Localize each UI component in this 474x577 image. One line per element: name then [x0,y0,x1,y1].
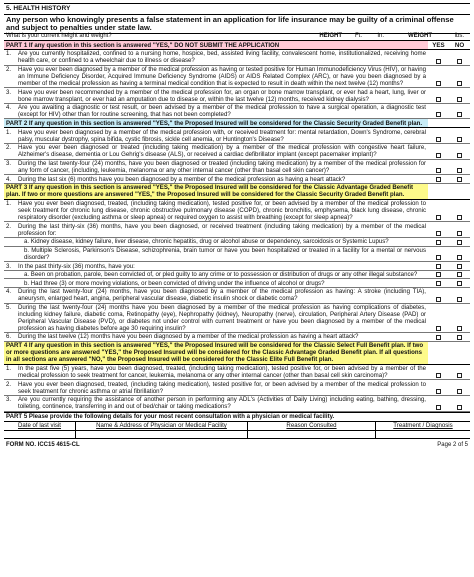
part3-yes-no-header [428,184,470,185]
height-label[interactable]: HEIGHT [319,33,342,40]
col-treatment: Treatment / Diagnosis [393,422,453,430]
no-checkbox[interactable] [449,137,470,142]
question-row [4,238,470,247]
part2-header-row [4,119,470,128]
yes-checkbox[interactable] [428,168,449,173]
height-weight-question: What is your current height and weight? [6,33,112,40]
question-text: Are you currently hospitalized, confined to a nursing home, hospice, bed, assisted living facility, convalescent home, institutionalized, receiving home health care, or confined to a wheelchair due to illness or disease? [18,50,426,65]
no-checkbox[interactable] [449,153,470,158]
question-number: 1. [6,50,12,58]
page-footer [4,439,470,449]
question-text: Are you currently requiring the assistance of another person in performing any ADL's (Activities of Daily Living) including eating, bathing, dressing, toileting, continence, transferring in and out of bed/chair or taking medications? [18,396,426,411]
checkbox-square-icon[interactable] [457,177,462,182]
checkbox-square-icon[interactable] [457,137,462,142]
part1-header: PART 1 If any question in this section is answered "YES," DO NOT SUBMIT THE APPLICATION [4,41,428,49]
no-checkbox[interactable] [449,255,470,260]
question-number: 2. [6,222,12,230]
part4-header: PART 4 If any question in this section is answered "YES," the Proposed Insured will be considered for the Classic Select Full Benefit plan. If two or more questions are answered "YES," the Proposed Insured will be considered for the Classic Advantage Graded Benefit plan. If all questions in all sections are answered "NO," the Proposed Insured will be considered for the Classic Elite Full Benefit plan. [4,342,428,364]
checkbox-square-icon[interactable] [436,335,441,340]
question-number: 6. [6,333,12,341]
checkbox-square-icon[interactable] [457,326,462,331]
question-number: 2. [6,65,12,73]
question-number: 5. [6,303,12,311]
yes-checkbox[interactable] [428,264,449,269]
no-checkbox[interactable] [449,326,470,331]
checkbox-square-icon[interactable] [436,389,441,394]
inches-label[interactable]: In. [377,33,384,40]
part3-header-row [4,184,470,200]
physician-cell[interactable] [76,431,248,438]
yes-checkbox[interactable] [428,255,449,260]
question-text: In the past five (5) years, have you been diagnosed, treated, (including taking medication), tested positive for, or been advised by a member of the medical profession to seek treatment for cancer, leukemia, melanoma or any other internal cancer (other than basal cell skin carcinoma)? [18,365,426,380]
part1-header-row [4,41,470,50]
checkbox-square-icon[interactable] [457,215,462,220]
question-number: 1. [6,128,12,136]
question-number: 3. [6,88,12,96]
question-text: Have you ever been diagnosed, treated, (including taking medication), tested positive for, or been advised by a member of the medical profession to seek treatment for chronic asthma or atrial fibrillation? [18,380,426,395]
checkbox-square-icon[interactable] [436,326,441,331]
part4-header-row [4,342,470,365]
question-number: 3. [6,159,12,167]
yes-checkbox[interactable] [428,153,449,158]
question-text: Have you ever been recommended by a member of the medical profession for, an organ or bone marrow transplant, or ever had a heart, lung, liver or bone marrow transplant, or ever had an amputation due to disease or, within the last twelve (12) months, received kidney dialysis? [18,88,426,103]
question-text: During the last twenty-four (24) months have you been diagnosed by a member of the medical profession as having complications of diabetes, including kidney failure, diabetic coma, Retinopathy (eye), Nephropathy (kidney), Neuropathy (nerve), circulation, Peripheral Artery Disease (PAD) or Peripheral Vascular Disease (PVD), or diabetes not under control with current treatment or have you been diagnosed by a member of the medical profession as having diabetes before age 30 requiring insulin? [18,303,426,332]
fraud-warning: Any person who knowingly presents a false statement in an application for life insurance may be guilty of a criminal offense and subject to penalties under state law. [6,14,454,33]
question-text: b. Had three (3) or more moving violations, or been convicted of driving under the influence of alcohol or drugs? [24,279,325,287]
height-weight-row [4,33,470,42]
no-checkbox[interactable] [449,177,470,182]
question-number: 3. [6,396,12,404]
no-checkbox[interactable] [449,81,470,86]
checkbox-square-icon[interactable] [436,255,441,260]
question-text: Have you ever been diagnosed by a member of the medical profession as having or tested positive for Human Immunodeficiency Virus (HIV), or having an Immune Deficiency Disorder, Acquired Immune Deficiency Syndrome (AIDS) or AIDS Related Complex (ARC), or have you been diagnosed by a member of the medical profession as having a terminal medical condition that is expected to result in death within the next twelve (12) months? [18,65,426,87]
yes-checkbox[interactable] [428,231,449,236]
checkbox-square-icon[interactable] [436,215,441,220]
yes-checkbox[interactable] [428,215,449,220]
checkbox-square-icon[interactable] [457,231,462,236]
checkbox-square-icon[interactable] [436,97,441,102]
question-row [4,50,470,66]
no-checkbox[interactable] [449,231,470,236]
question-number: 3. [6,262,12,270]
feet-label[interactable]: Ft. [355,33,362,40]
question-row [4,66,470,89]
no-checkbox[interactable] [449,240,470,245]
question-text: During the last twenty-four (24) months, have you been diagnosed by a member of the medical profession as having: A stroke (including TIA), aneurysm, enlarged heart, angina, peripheral vascular disease, diabetic insulin shock or diabetic coma? [18,288,426,303]
checkbox-square-icon[interactable] [457,405,462,410]
no-checkbox[interactable] [449,281,470,286]
checkbox-square-icon[interactable] [436,112,441,117]
no-checkbox[interactable] [449,272,470,277]
no-checkbox[interactable] [449,264,470,269]
yes-checkbox[interactable] [428,405,449,410]
question-row [4,288,470,304]
question-number: 2. [6,380,12,388]
checkbox-square-icon[interactable] [436,264,441,269]
checkbox-square-icon[interactable] [436,297,441,302]
checkbox-square-icon[interactable] [436,137,441,142]
question-text: During the last twelve (12) months have you been diagnosed by a member of the medical profession as having a heart attack? [18,333,359,341]
checkbox-square-icon[interactable] [436,231,441,236]
no-checkbox[interactable] [449,59,470,64]
question-row [4,304,470,334]
no-checkbox[interactable] [449,168,470,173]
question-number [6,280,18,287]
yes-column-label: YES [432,41,445,49]
yes-checkbox[interactable] [428,112,449,117]
health-questions [4,41,470,411]
col-date-last-visit: Date of last visit [4,422,76,430]
question-row [4,247,470,263]
question-number [6,247,18,261]
question-row [4,380,470,396]
question-text: a. Been on probation, parole, been convicted of, or pled guilty to any crime or to possession or distribution of drugs or any other illegal substance? [24,271,418,279]
checkbox-square-icon[interactable] [457,255,462,260]
treatment-cell[interactable] [376,431,470,438]
no-checkbox[interactable] [449,215,470,220]
question-number: 1. [6,365,12,373]
yes-checkbox[interactable] [428,177,449,182]
question-text: During the last twenty-four (24) months, have you been diagnosed or treated (including taking medication) by a member of the medical profession for any form of cancer, (including, leukemia, melanoma or any other internal cancer (other than basal cell skin cancer)? [18,159,426,174]
checkbox-square-icon[interactable] [436,153,441,158]
question-row [4,175,470,184]
no-checkbox[interactable] [449,297,470,302]
checkbox-square-icon[interactable] [436,281,441,286]
page-number: Page 2 of 5 [437,441,468,448]
part2-yes-no-header [428,119,470,120]
question-row [4,262,470,271]
checkbox-square-icon[interactable] [457,335,462,340]
checkbox-square-icon[interactable] [457,389,462,394]
checkbox-square-icon[interactable] [457,112,462,117]
checkbox-square-icon[interactable] [457,240,462,245]
checkbox-square-icon[interactable] [436,59,441,64]
question-text: Are you awaiting a diagnostic or test result, or been advised by a member of the medical profession to have a surgical operation, a diagnostic test (except for HIV) other than for routine screening, that has not been completed? [18,104,426,119]
consultation-table-row[interactable] [4,431,470,439]
section-title: 5. HEALTH HISTORY [4,3,470,15]
question-text: During the last six (6) months have you been diagnosed by a member of the medical profession as having a heart attack? [18,175,346,183]
part4-yes-no-header [428,342,470,343]
question-text: Have you ever been diagnosed by a member of the medical profession with, or received treatment for: mental retardation, Down's Syndrome, cerebral palsy, muscular dystrophy, spina bifida, cystic fibrosis, sickle cell anemia, or Huntington's Disease? [18,128,426,143]
checkbox-square-icon[interactable] [457,281,462,286]
reason-cell[interactable] [248,431,376,438]
yes-checkbox[interactable] [428,240,449,245]
col-physician: Name & Address of Physician or Medical Facility [76,422,248,430]
checkbox-square-icon[interactable] [436,168,441,173]
health-history-page [4,3,470,575]
checkbox-square-icon[interactable] [457,373,462,378]
yes-checkbox[interactable] [428,281,449,286]
checkbox-square-icon[interactable] [436,373,441,378]
checkbox-square-icon[interactable] [457,59,462,64]
no-checkbox[interactable] [449,112,470,117]
part5-header: PART 5 Please provide the following details for your most recent consultation with a physician or medical facility. [4,412,470,422]
question-number [6,271,18,278]
checkbox-square-icon[interactable] [457,272,462,277]
question-text: Have you ever been diagnosed, treated, (including taking medication), tested positive for, or been advised by a member of the medical profession to seek treatment for chronic lung disease, chronic obstructive pulmonary disease (COPD), chronic bronchitis, emphysema, black lung disease, chronic respiratory disorder (excluding asthma or sleep apnea) or required oxygen to assist with breathing (except for sleep apnea)? [18,200,426,222]
checkbox-square-icon[interactable] [457,297,462,302]
pounds-label[interactable]: lbs. [454,33,464,40]
no-checkbox[interactable] [449,97,470,102]
no-checkbox[interactable] [449,373,470,378]
question-row [4,333,470,342]
question-number [6,238,18,245]
yes-checkbox[interactable] [428,389,449,394]
question-text: a. Kidney disease, kidney failure, liver disease, chronic hepatitis, drug or alcohol abuse or dependency, sarcoidosis or Systemic Lupus? [24,238,389,246]
yes-checkbox[interactable] [428,97,449,102]
question-number: 2. [6,144,12,152]
question-number: 4. [6,104,12,112]
question-row [4,144,470,160]
no-column-label: NO [454,41,465,49]
question-row [4,128,470,144]
no-checkbox[interactable] [449,405,470,410]
question-row [4,279,470,288]
checkbox-square-icon[interactable] [457,81,462,86]
checkbox-square-icon[interactable] [457,264,462,269]
checkbox-square-icon[interactable] [436,81,441,86]
consultation-table-header [4,422,470,431]
yes-checkbox[interactable] [428,59,449,64]
question-row [4,396,470,412]
checkbox-square-icon[interactable] [436,405,441,410]
question-text: In the past thirty-six (36) months, have you: [18,262,135,270]
yes-checkbox[interactable] [428,373,449,378]
part2-header: PART 2 If any question in this section is answered "YES," the Proposed Insured will be considered for the Classic Security Graded Benefit plan. [4,119,428,127]
question-text: During the last thirty-six (36) months, have you been diagnosed, or received treatment (including taking medication) by a member of the medical profession for: [18,222,426,237]
question-text: Have you ever been diagnosed or treated (including taking medication) by a member of the medical profession with congestive heart failure, Alzheimer's disease, dementia or Lou Gehrig's disease (ALS), or received a cardiac defibrillator implant (except pacemaker implant)? [18,144,426,159]
checkbox-square-icon[interactable] [436,177,441,182]
question-text: b. Multiple Sclerosis, Parkinson's Disease, schizophrenia, brain tumor or have you been hospitalized or treated in a facility for a mental or nervous disorder? [24,246,426,261]
no-checkbox[interactable] [449,389,470,394]
question-number: 4. [6,175,12,183]
weight-label[interactable]: WEIGHT [408,33,432,40]
yes-checkbox[interactable] [428,81,449,86]
checkbox-square-icon[interactable] [457,168,462,173]
checkbox-square-icon[interactable] [457,153,462,158]
col-reason: Reason Consulted [248,422,376,430]
question-row [4,104,470,120]
question-row [4,365,470,381]
question-number: 4. [6,288,12,296]
checkbox-square-icon[interactable] [436,240,441,245]
question-row [4,222,470,238]
date-cell[interactable] [4,431,76,438]
yes-checkbox[interactable] [428,297,449,302]
part1-yes-no-header [428,41,470,49]
yes-checkbox[interactable] [428,272,449,277]
checkbox-square-icon[interactable] [436,272,441,277]
yes-checkbox[interactable] [428,326,449,331]
yes-checkbox[interactable] [428,137,449,142]
yes-checkbox[interactable] [428,335,449,340]
question-row [4,160,470,176]
part3-header: PART 3 If any question in this section is answered "YES," the Proposed Insured will be considered for the Classic Advantage Graded Benefit plan. If two or more questions are answered "YES," the Proposed Insured will be considered for the Classic Security Graded Benefit plan. [4,184,428,199]
no-checkbox[interactable] [449,335,470,340]
question-row [4,88,470,104]
checkbox-square-icon[interactable] [457,97,462,102]
question-row [4,271,470,280]
question-number: 1. [6,200,12,208]
question-row [4,200,470,223]
form-number: FORM NO. ICC15 4615-CL [6,441,80,448]
